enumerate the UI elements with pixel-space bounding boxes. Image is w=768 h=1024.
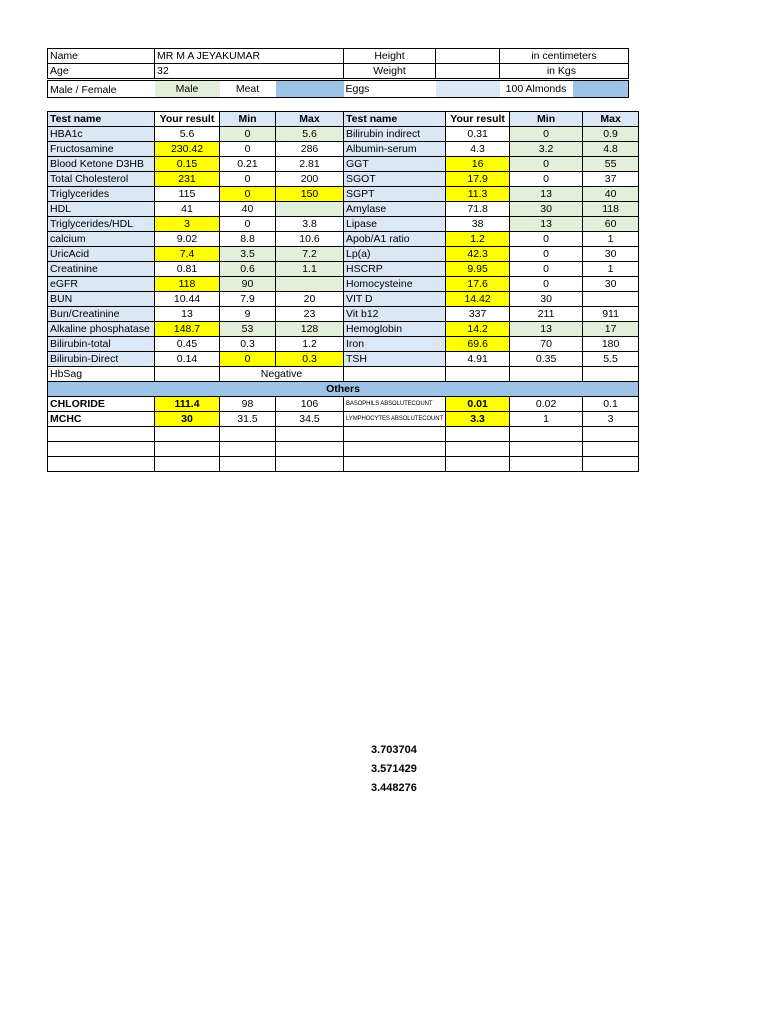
height-value[interactable] bbox=[436, 49, 500, 64]
weight-label[interactable]: Weight bbox=[344, 64, 436, 79]
table-row bbox=[48, 337, 639, 352]
header-max-2: Max bbox=[583, 112, 639, 127]
result[interactable]: 3 bbox=[155, 217, 220, 232]
test-name-right[interactable]: Apob/A1 ratio bbox=[344, 232, 446, 247]
min-right[interactable]: 13 bbox=[510, 217, 583, 232]
min-right[interactable]: 0 bbox=[510, 172, 583, 187]
empty-cell[interactable] bbox=[510, 442, 583, 457]
test-name[interactable]: Triglycerides bbox=[48, 187, 155, 202]
min[interactable]: 31.5 bbox=[220, 412, 276, 427]
result-right[interactable]: 0.31 bbox=[446, 127, 510, 142]
table-row bbox=[48, 292, 639, 307]
max[interactable]: 128 bbox=[276, 322, 344, 337]
result-right[interactable]: 71.8 bbox=[446, 202, 510, 217]
header-test-name: Test name bbox=[48, 112, 155, 127]
result-right[interactable]: 9.95 bbox=[446, 262, 510, 277]
max-right[interactable]: 4.8 bbox=[583, 142, 639, 157]
max[interactable]: 3.8 bbox=[276, 217, 344, 232]
empty-cell[interactable] bbox=[510, 427, 583, 442]
result[interactable]: 0.81 bbox=[155, 262, 220, 277]
test-name[interactable]: Bun/Creatinine bbox=[48, 307, 155, 322]
min[interactable]: 40 bbox=[220, 202, 276, 217]
hbsag-empty-4[interactable] bbox=[583, 367, 639, 382]
empty-cell[interactable] bbox=[446, 427, 510, 442]
result-right[interactable]: 69.6 bbox=[446, 337, 510, 352]
sex-value[interactable]: Male bbox=[155, 81, 220, 98]
test-name-right[interactable]: Lipase bbox=[344, 217, 446, 232]
min-right[interactable]: 0 bbox=[510, 247, 583, 262]
number-3[interactable]: 3.448276 bbox=[371, 782, 417, 794]
test-name-right[interactable]: Hemoglobin bbox=[344, 322, 446, 337]
empty-cell[interactable] bbox=[344, 457, 446, 472]
min-right[interactable]: 211 bbox=[510, 307, 583, 322]
result-right[interactable]: 4.3 bbox=[446, 142, 510, 157]
result-right[interactable]: 17.6 bbox=[446, 277, 510, 292]
test-name-right[interactable]: TSH bbox=[344, 352, 446, 367]
max-right[interactable]: 30 bbox=[583, 277, 639, 292]
min[interactable]: 0 bbox=[220, 352, 276, 367]
header-test-name-2: Test name bbox=[344, 112, 446, 127]
meat-value[interactable] bbox=[276, 81, 344, 98]
max[interactable]: 200 bbox=[276, 172, 344, 187]
min[interactable]: 0 bbox=[220, 187, 276, 202]
max-right[interactable]: 37 bbox=[583, 172, 639, 187]
result-right[interactable]: 14.42 bbox=[446, 292, 510, 307]
max[interactable]: 5.6 bbox=[276, 127, 344, 142]
min-right[interactable]: 0 bbox=[510, 262, 583, 277]
max-right[interactable]: 55 bbox=[583, 157, 639, 172]
result-right[interactable]: 11.3 bbox=[446, 187, 510, 202]
test-name[interactable]: MCHC bbox=[48, 412, 155, 427]
result-right[interactable]: 0.01 bbox=[446, 397, 510, 412]
empty-cell[interactable] bbox=[276, 457, 344, 472]
table-row bbox=[48, 232, 639, 247]
max[interactable]: 1.1 bbox=[276, 262, 344, 277]
empty-cell[interactable] bbox=[48, 442, 155, 457]
min-right[interactable]: 70 bbox=[510, 337, 583, 352]
max-right[interactable]: 1 bbox=[583, 262, 639, 277]
hbsag-label[interactable]: HbSag bbox=[48, 367, 155, 382]
test-name[interactable]: UricAcid bbox=[48, 247, 155, 262]
table-row bbox=[48, 142, 639, 157]
empty-cell[interactable] bbox=[446, 457, 510, 472]
table-row bbox=[48, 217, 639, 232]
result[interactable]: 231 bbox=[155, 172, 220, 187]
others-row bbox=[48, 397, 639, 412]
table-row bbox=[48, 172, 639, 187]
test-name-right[interactable]: HSCRP bbox=[344, 262, 446, 277]
result[interactable]: 13 bbox=[155, 307, 220, 322]
max[interactable]: 286 bbox=[276, 142, 344, 157]
empty-cell[interactable] bbox=[220, 442, 276, 457]
empty-cell[interactable] bbox=[510, 457, 583, 472]
min-right[interactable]: 0 bbox=[510, 277, 583, 292]
test-name[interactable]: HBA1c bbox=[48, 127, 155, 142]
min[interactable]: 0.6 bbox=[220, 262, 276, 277]
max-right[interactable]: 180 bbox=[583, 337, 639, 352]
meat-label[interactable]: Meat bbox=[235, 83, 260, 95]
min[interactable]: 0 bbox=[220, 142, 276, 157]
table-row bbox=[48, 307, 639, 322]
table-row bbox=[48, 352, 639, 367]
min-right[interactable]: 0 bbox=[510, 157, 583, 172]
hbsag-empty-1[interactable] bbox=[344, 367, 446, 382]
test-name[interactable]: Bilirubin-total bbox=[48, 337, 155, 352]
name-label[interactable]: Name bbox=[48, 49, 155, 64]
result-right[interactable]: 42.3 bbox=[446, 247, 510, 262]
table-row bbox=[48, 202, 639, 217]
empty-row bbox=[48, 427, 639, 442]
test-name[interactable]: Fructosamine bbox=[48, 142, 155, 157]
result[interactable]: 30 bbox=[155, 412, 220, 427]
max[interactable] bbox=[276, 202, 344, 217]
max-right[interactable]: 1 bbox=[583, 232, 639, 247]
max[interactable]: 106 bbox=[276, 397, 344, 412]
header-your-result-2: Your result bbox=[446, 112, 510, 127]
header-min-2: Min bbox=[510, 112, 583, 127]
min[interactable]: 3.5 bbox=[220, 247, 276, 262]
others-row bbox=[48, 412, 639, 427]
header-row bbox=[48, 112, 639, 127]
test-name[interactable]: eGFR bbox=[48, 277, 155, 292]
hbsag-empty-3[interactable] bbox=[510, 367, 583, 382]
empty-cell[interactable] bbox=[446, 442, 510, 457]
table-row bbox=[48, 277, 639, 292]
result[interactable]: 230.42 bbox=[155, 142, 220, 157]
empty-cell[interactable] bbox=[155, 457, 220, 472]
table-row bbox=[48, 262, 639, 277]
max[interactable] bbox=[276, 277, 344, 292]
test-name-right[interactable]: SGPT bbox=[344, 187, 446, 202]
max[interactable]: 1.2 bbox=[276, 337, 344, 352]
result-right[interactable]: 14.2 bbox=[446, 322, 510, 337]
min[interactable]: 53 bbox=[220, 322, 276, 337]
empty-cell[interactable] bbox=[48, 427, 155, 442]
empty-cell[interactable] bbox=[155, 427, 220, 442]
test-name[interactable]: Alkaline phosphatase bbox=[48, 322, 155, 337]
test-name[interactable]: HDL bbox=[48, 202, 155, 217]
test-name-right[interactable]: Iron bbox=[344, 337, 446, 352]
result-right[interactable]: 38 bbox=[446, 217, 510, 232]
result[interactable]: 10.44 bbox=[155, 292, 220, 307]
hbsag-empty-2[interactable] bbox=[446, 367, 510, 382]
almonds-value[interactable] bbox=[573, 81, 629, 98]
empty-cell[interactable] bbox=[220, 427, 276, 442]
result-right[interactable]: 16 bbox=[446, 157, 510, 172]
test-name-right[interactable]: BASOPHILS ABSOLUTECOUNT bbox=[344, 397, 446, 412]
eggs-value[interactable] bbox=[436, 81, 500, 98]
min-right[interactable]: 0.35 bbox=[510, 352, 583, 367]
number-1[interactable]: 3.703704 bbox=[371, 744, 417, 756]
hbsag-result-cell[interactable] bbox=[155, 367, 220, 382]
min[interactable]: 7.9 bbox=[220, 292, 276, 307]
result-right[interactable]: 337 bbox=[446, 307, 510, 322]
test-name-right[interactable]: Albumin-serum bbox=[344, 142, 446, 157]
max[interactable]: 23 bbox=[276, 307, 344, 322]
patient-info-table bbox=[47, 48, 629, 79]
empty-cell[interactable] bbox=[583, 442, 639, 457]
empty-cell[interactable] bbox=[276, 442, 344, 457]
max[interactable]: 10.6 bbox=[276, 232, 344, 247]
test-name-right[interactable]: GGT bbox=[344, 157, 446, 172]
test-name-right[interactable]: Homocysteine bbox=[344, 277, 446, 292]
max-right[interactable]: 3 bbox=[583, 412, 639, 427]
min-right[interactable]: 30 bbox=[510, 292, 583, 307]
max-right[interactable]: 0.1 bbox=[583, 397, 639, 412]
test-name[interactable]: Triglycerides/HDL bbox=[48, 217, 155, 232]
empty-cell[interactable] bbox=[276, 427, 344, 442]
sex-label[interactable]: Male / Female bbox=[50, 84, 117, 96]
min[interactable]: 0 bbox=[220, 172, 276, 187]
max[interactable]: 7.2 bbox=[276, 247, 344, 262]
header-min: Min bbox=[220, 112, 276, 127]
table-row bbox=[48, 187, 639, 202]
min-right[interactable]: 13 bbox=[510, 322, 583, 337]
min[interactable]: 9 bbox=[220, 307, 276, 322]
test-name-right[interactable]: VIT D bbox=[344, 292, 446, 307]
min[interactable]: 90 bbox=[220, 277, 276, 292]
test-name-right[interactable]: Bilirubin indirect bbox=[344, 127, 446, 142]
table-row bbox=[48, 157, 639, 172]
max-right[interactable]: 40 bbox=[583, 187, 639, 202]
result[interactable]: 5.6 bbox=[155, 127, 220, 142]
test-name-right[interactable]: Lp(a) bbox=[344, 247, 446, 262]
test-name-right[interactable]: Vit b12 bbox=[344, 307, 446, 322]
result-right[interactable]: 4.91 bbox=[446, 352, 510, 367]
result[interactable]: 148.7 bbox=[155, 322, 220, 337]
empty-row bbox=[48, 442, 639, 457]
min-right[interactable]: 0 bbox=[510, 127, 583, 142]
empty-cell[interactable] bbox=[155, 442, 220, 457]
test-name[interactable]: Total Cholesterol bbox=[48, 172, 155, 187]
min-right[interactable]: 3.2 bbox=[510, 142, 583, 157]
result[interactable]: 9.02 bbox=[155, 232, 220, 247]
name-value[interactable]: MR M A JEYAKUMAR bbox=[155, 49, 344, 64]
min[interactable]: 0.21 bbox=[220, 157, 276, 172]
height-label[interactable]: Height bbox=[344, 49, 436, 64]
number-2[interactable]: 3.571429 bbox=[371, 763, 417, 775]
others-label: Others bbox=[48, 382, 639, 397]
test-name-right[interactable]: Amylase bbox=[344, 202, 446, 217]
min-right[interactable]: 30 bbox=[510, 202, 583, 217]
others-section-row bbox=[48, 382, 639, 397]
header-your-result: Your result bbox=[155, 112, 220, 127]
test-name[interactable]: Creatinine bbox=[48, 262, 155, 277]
test-name[interactable]: Blood Ketone D3HB bbox=[48, 157, 155, 172]
header-max: Max bbox=[276, 112, 344, 127]
result-right[interactable]: 3.3 bbox=[446, 412, 510, 427]
max[interactable]: 150 bbox=[276, 187, 344, 202]
min[interactable]: 98 bbox=[220, 397, 276, 412]
min-right[interactable]: 13 bbox=[510, 187, 583, 202]
max[interactable]: 2.81 bbox=[276, 157, 344, 172]
empty-cell[interactable] bbox=[48, 457, 155, 472]
result[interactable]: 0.45 bbox=[155, 337, 220, 352]
min[interactable]: 8.8 bbox=[220, 232, 276, 247]
result[interactable]: 118 bbox=[155, 277, 220, 292]
weight-unit[interactable]: in Kgs bbox=[500, 64, 629, 79]
min-right[interactable]: 0 bbox=[510, 232, 583, 247]
min-right[interactable]: 0.02 bbox=[510, 397, 583, 412]
test-name[interactable]: calcium bbox=[48, 232, 155, 247]
diet-row-table bbox=[47, 80, 629, 98]
age-label[interactable]: Age bbox=[48, 64, 155, 79]
age-value[interactable]: 32 bbox=[155, 64, 344, 79]
table-row bbox=[48, 127, 639, 142]
results-table bbox=[47, 111, 639, 472]
max-right[interactable]: 0.9 bbox=[583, 127, 639, 142]
min[interactable]: 0.3 bbox=[220, 337, 276, 352]
max[interactable]: 0.3 bbox=[276, 352, 344, 367]
hbsag-value[interactable]: Negative bbox=[220, 367, 344, 382]
result[interactable]: 0.15 bbox=[155, 157, 220, 172]
max[interactable]: 20 bbox=[276, 292, 344, 307]
max-right[interactable]: 60 bbox=[583, 217, 639, 232]
eggs-label[interactable]: Eggs bbox=[345, 83, 370, 95]
empty-cell[interactable] bbox=[344, 442, 446, 457]
max-right[interactable]: 911 bbox=[583, 307, 639, 322]
test-name-right[interactable]: SGOT bbox=[344, 172, 446, 187]
empty-cell[interactable] bbox=[220, 457, 276, 472]
test-name[interactable]: Bilirubin-Direct bbox=[48, 352, 155, 367]
test-name-right[interactable]: LYMPHOCYTES ABSOLUTECOUNT bbox=[344, 412, 446, 427]
result[interactable]: 0.14 bbox=[155, 352, 220, 367]
min-right[interactable]: 1 bbox=[510, 412, 583, 427]
test-name[interactable]: BUN bbox=[48, 292, 155, 307]
result[interactable]: 7.4 bbox=[155, 247, 220, 262]
result[interactable]: 41 bbox=[155, 202, 220, 217]
min[interactable]: 0 bbox=[220, 217, 276, 232]
table-row bbox=[48, 322, 639, 337]
max-right[interactable]: 30 bbox=[583, 247, 639, 262]
empty-row bbox=[48, 457, 639, 472]
min[interactable]: 0 bbox=[220, 127, 276, 142]
empty-cell[interactable] bbox=[583, 427, 639, 442]
result[interactable]: 111.4 bbox=[155, 397, 220, 412]
empty-cell[interactable] bbox=[583, 457, 639, 472]
max-right[interactable]: 5.5 bbox=[583, 352, 639, 367]
result-right[interactable]: 17.9 bbox=[446, 172, 510, 187]
max-right[interactable]: 118 bbox=[583, 202, 639, 217]
max-right[interactable]: 17 bbox=[583, 322, 639, 337]
almonds-label[interactable]: 100 Almonds bbox=[505, 83, 567, 95]
result[interactable]: 115 bbox=[155, 187, 220, 202]
result-right[interactable]: 1.2 bbox=[446, 232, 510, 247]
table-row bbox=[48, 247, 639, 262]
hbsag-row bbox=[48, 367, 639, 382]
empty-cell[interactable] bbox=[344, 427, 446, 442]
test-name[interactable]: CHLORIDE bbox=[48, 397, 155, 412]
height-unit[interactable]: in centimeters bbox=[500, 49, 629, 64]
weight-value[interactable] bbox=[436, 64, 500, 79]
max[interactable]: 34.5 bbox=[276, 412, 344, 427]
max-right[interactable] bbox=[583, 292, 639, 307]
